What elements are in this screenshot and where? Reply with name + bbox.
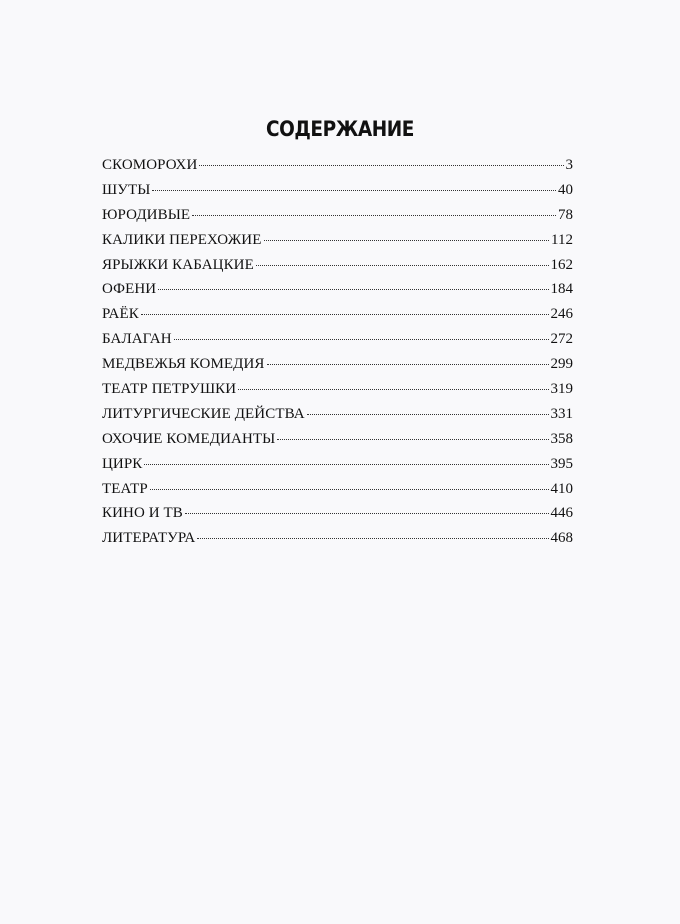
toc-entry xyxy=(102,456,573,481)
toc-entry xyxy=(102,232,573,257)
toc-entry-page: 395 xyxy=(550,455,573,472)
toc-entry-page: 40 xyxy=(558,181,573,198)
toc-entry xyxy=(102,207,573,232)
toc-entry-page: 358 xyxy=(550,430,573,447)
toc-entry-page: 162 xyxy=(550,256,573,273)
toc-entry-page: 331 xyxy=(550,405,573,422)
dot-leader xyxy=(307,414,549,415)
toc-entry-title: КИНО И ТВ xyxy=(102,505,183,522)
dot-leader xyxy=(158,289,548,290)
toc-entry-title: РАЁК xyxy=(102,306,139,323)
toc-entry xyxy=(102,481,573,506)
toc-entry xyxy=(102,505,573,530)
dot-leader xyxy=(174,339,549,340)
toc-entry xyxy=(102,182,573,207)
toc-entry xyxy=(102,530,573,555)
dot-leader xyxy=(152,190,556,191)
toc-entry-title: ЛИТЕРАТУРА xyxy=(102,530,196,547)
toc-entry-title: ОФЕНИ xyxy=(102,281,157,298)
toc-entry xyxy=(102,306,573,331)
toc-list xyxy=(102,157,573,555)
toc-entry-page: 272 xyxy=(550,331,573,348)
toc-entry xyxy=(102,257,573,282)
toc-entry-page: 246 xyxy=(550,306,573,323)
dot-leader xyxy=(141,314,549,315)
toc-entry-title: ТЕАТР xyxy=(102,480,148,497)
dot-leader xyxy=(264,240,550,241)
dot-leader xyxy=(199,165,563,166)
toc-entry-page: 112 xyxy=(551,231,573,248)
dot-leader xyxy=(267,364,549,365)
toc-entry-title: ОХОЧИЕ КОМЕДИАНТЫ xyxy=(102,430,276,447)
toc-entry-title: ТЕАТР ПЕТРУШКИ xyxy=(102,381,237,398)
toc-entry-title: ЦИРК xyxy=(102,455,143,472)
toc-entry-title: БАЛАГАН xyxy=(102,331,172,348)
toc-entry-title: КАЛИКИ ПЕРЕХОЖИЕ xyxy=(102,231,262,248)
toc-entry xyxy=(102,381,573,406)
toc-entry-page: 410 xyxy=(550,480,573,497)
dot-leader xyxy=(144,464,548,465)
toc-entry xyxy=(102,431,573,456)
dot-leader xyxy=(197,538,548,539)
toc-entry xyxy=(102,331,573,356)
dot-leader xyxy=(150,489,549,490)
dot-leader xyxy=(256,265,549,266)
toc-entry xyxy=(102,406,573,431)
toc-entry-title: СКОМОРОХИ xyxy=(102,157,198,173)
toc-entry-title: ЯРЫЖКИ КАБАЦКИЕ xyxy=(102,256,254,273)
toc-entry-page: 468 xyxy=(550,530,573,547)
dot-leader xyxy=(185,513,549,514)
toc-entry xyxy=(102,356,573,381)
toc-entry-page: 319 xyxy=(550,381,573,398)
toc-entry-page: 3 xyxy=(565,157,573,173)
toc-entry-title: ЛИТУРГИЧЕСКИЕ ДЕЙСТВА xyxy=(102,405,305,422)
toc-entry-page: 78 xyxy=(558,206,573,223)
toc-entry xyxy=(102,157,573,182)
toc-entry-title: ШУТЫ xyxy=(102,181,151,198)
toc-entry-page: 299 xyxy=(550,356,573,373)
dot-leader xyxy=(277,439,548,440)
toc-entry-page: 184 xyxy=(550,281,573,298)
dot-leader xyxy=(192,215,556,216)
toc-title: СОДЕРЖАНИЕ xyxy=(265,117,414,141)
toc-entry-title: МЕДВЕЖЬЯ КОМЕДИЯ xyxy=(102,356,265,373)
dot-leader xyxy=(238,389,548,390)
toc-entry-page: 446 xyxy=(550,505,573,522)
toc-entry xyxy=(102,281,573,306)
toc-entry-title: ЮРОДИВЫЕ xyxy=(102,206,191,223)
